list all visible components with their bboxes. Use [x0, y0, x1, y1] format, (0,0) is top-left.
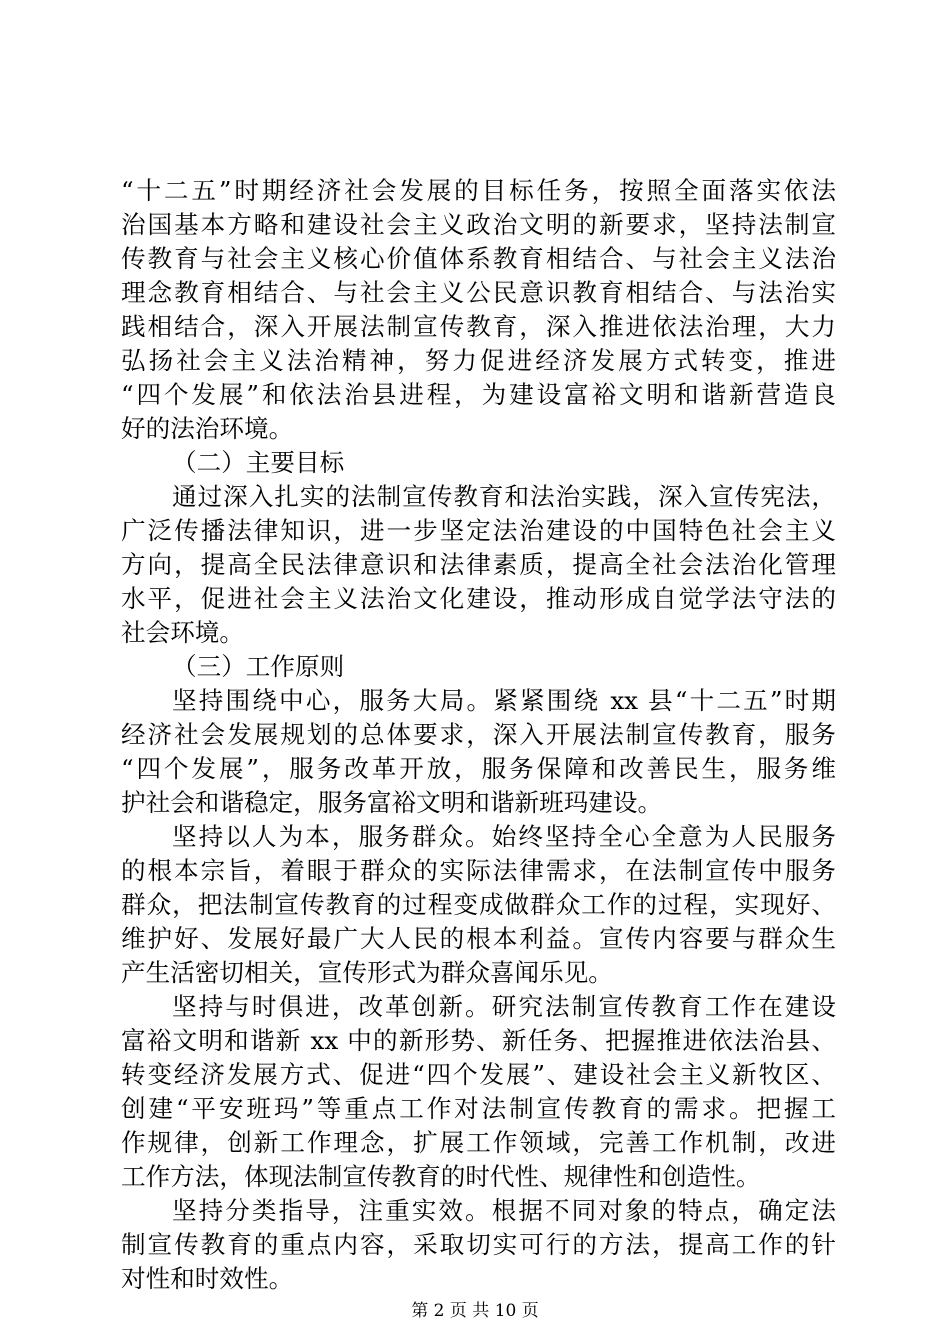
- text-line: 好的法治环境。: [121, 414, 294, 443]
- text-line: 创建“平安班玛”等重点工作对法制宣传教育的需求。把握工: [121, 1094, 836, 1123]
- text-line: 工作方法，体现法制宣传教育的时代性、规律性和创造性。: [121, 1162, 761, 1191]
- text-line: 富裕文明和谐新 xx 中的新形势、新任务、把握推进依法治县、: [121, 1026, 836, 1055]
- text-line: 坚持分类指导，注重实效。根据不同对象的特点，确定法: [172, 1196, 836, 1225]
- text-line: 对性和时效性。: [121, 1264, 294, 1293]
- text-line: “十二五”时期经济社会发展的目标任务，按照全面落实依法: [121, 176, 836, 205]
- text-line: 治国基本方略和建设社会主义政治文明的新要求，坚持法制宣: [121, 210, 836, 239]
- text-line: 护社会和谐稳定，服务富裕文明和谐新班玛建设。: [121, 788, 663, 817]
- text-line: 作规律，创新工作理念，扩展工作领域，完善工作机制，改进: [121, 1128, 836, 1157]
- text-line: 方向，提高全民法律意识和法律素质，提高全社会法治化管理: [121, 550, 836, 579]
- text-line: 水平，促进社会主义法治文化建设，推动形成自觉学法守法的: [121, 584, 836, 613]
- text-line: 产生活密切相关，宣传形式为群众喜闻乐见。: [121, 958, 613, 987]
- text-line: 坚持以人为本，服务群众。始终坚持全心全意为人民服务: [172, 822, 836, 851]
- text-line: 通过深入扎实的法制宣传教育和法治实践，深入宣传宪法，: [172, 482, 836, 511]
- text-line: “四个发展”和依法治县进程，为建设富裕文明和谐新营造良: [121, 380, 836, 409]
- text-line: 制宣传教育的重点内容，采取切实可行的方法，提高工作的针: [121, 1230, 836, 1259]
- text-line: 的根本宗旨，着眼于群众的实际法律需求，在法制宣传中服务: [121, 856, 836, 885]
- text-line: 广泛传播法律知识，进一步坚定法治建设的中国特色社会主义: [121, 516, 836, 545]
- text-line: 坚持围绕中心，服务大局。紧紧围绕 xx 县“十二五”时期: [172, 686, 836, 715]
- text-line: 维护好、发展好最广大人民的根本利益。宣传内容要与群众生: [121, 924, 836, 953]
- page-number: 第 2 页 共 10 页: [411, 1301, 539, 1321]
- text-line: 经济社会发展规划的总体要求，深入开展法制宣传教育，服务: [121, 720, 836, 749]
- section-heading: （二）主要目标: [172, 448, 345, 477]
- text-line: 群众，把法制宣传教育的过程变成做群众工作的过程，实现好、: [121, 890, 836, 919]
- text-line: 社会环境。: [121, 618, 244, 647]
- text-line: 弘扬社会主义法治精神，努力促进经济发展方式转变，推进: [121, 346, 836, 375]
- text-line: 传教育与社会主义核心价值体系教育相结合、与社会主义法治: [121, 244, 836, 273]
- text-line: 坚持与时俱进，改革创新。研究法制宣传教育工作在建设: [172, 992, 836, 1021]
- text-line: 转变经济发展方式、促进“四个发展”、建设社会主义新牧区、: [121, 1060, 836, 1089]
- section-heading: （三）工作原则: [172, 652, 345, 681]
- text-line: 践相结合，深入开展法制宣传教育，深入推进依法治理，大力: [121, 312, 836, 341]
- text-line: “四个发展”，服务改革开放，服务保障和改善民生，服务维: [121, 754, 836, 783]
- text-line: 理念教育相结合、与社会主义公民意识教育相结合、与法治实: [121, 278, 836, 307]
